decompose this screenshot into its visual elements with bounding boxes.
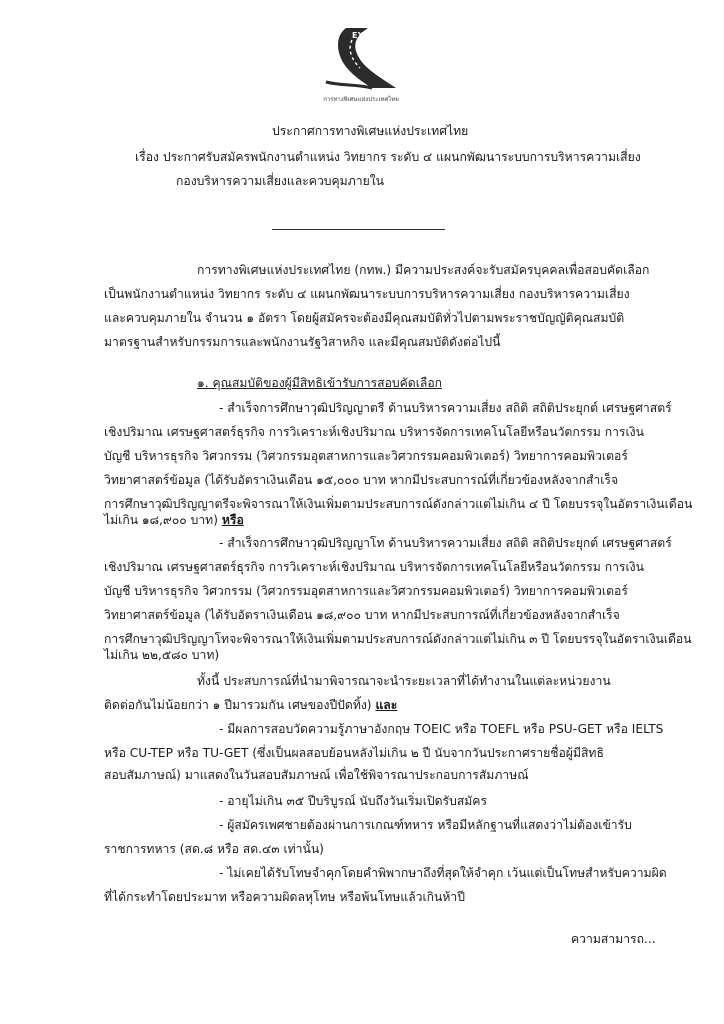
criminal-record-line: - ไม่เคยได้รับโทษจำคุกโดยคำพิพากษาถึงที่สุดให้จำคุก เว้นแต่เป็นโทษสำหรับความผิด bbox=[219, 866, 667, 880]
bachelor-line: - สำเร็จการศึกษาวุฒิปริญญาตรี ด้านบริหารความเสี่ยง สถิติ สถิติประยุกต์ เศรษฐศาสตร์ bbox=[219, 401, 672, 415]
english-line: - มีผลการสอบวัดความรู้ภาษาอังกฤษ TOEIC หรือ TOEFL หรือ PSU-GET หรือ IELTS bbox=[219, 722, 664, 736]
intro-line: มาตรฐานสำหรับกรรมการและพนักงานรัฐวิสาหกิจ และมีคุณสมบัติดังต่อไปนี้ bbox=[104, 335, 501, 349]
bachelor-salary-cap-line bbox=[104, 512, 244, 529]
master-line: การศึกษาวุฒิปริญญาโทจะพิจารณาให้เงินเพิ่มตามประสบการณ์ดังกล่าวแต่ไม่เกิน ๓ ปี โดยบรรจุในอัตราเงินเดือน bbox=[104, 632, 692, 646]
bachelor-line: เชิงปริมาณ เศรษฐศาสตร์ธุรกิจ การวิเคราะห์เชิงปริมาณ บริหารจัดการเทคโนโลยีหรือนวัตกรรม การเงิน bbox=[104, 425, 644, 439]
criminal-record-line: ที่ได้กระทำโดยประมาท หรือความผิดลหุโทษ หรือพ้นโทษแล้วเกินห้าปี bbox=[104, 890, 465, 904]
continuation-text: ความสามารถ... bbox=[571, 932, 656, 946]
experience-line bbox=[104, 697, 397, 714]
bachelor-line: การศึกษาวุฒิปริญญาตรีจะพิจารณาให้เงินเพิ่มตามประสบการณ์ดังกล่าวแต่ไม่เกิน ๔ ปี โดยบรรจุในอัตราเงินเดือน bbox=[104, 497, 693, 511]
exat-road-icon bbox=[312, 22, 410, 94]
svg-text:EXAT: EXAT bbox=[352, 31, 375, 40]
military-line: - ผู้สมัครเพศชายต้องผ่านการเกณฑ์ทหาร หรือมีหลักฐานที่แสดงว่าไม่ต้องเข้ารับ bbox=[219, 818, 632, 832]
and-label: และ bbox=[375, 698, 398, 712]
bachelor-line: ไม่เกิน ๑๘,๙๐๐ บาท) bbox=[104, 513, 218, 527]
military-line: ราชการทหาร (สด.๘ หรือ สด.๔๓ เท่านั้น) bbox=[104, 842, 324, 856]
or-label: หรือ bbox=[221, 513, 244, 527]
experience-text: ติดต่อกันไม่น้อยกว่า ๑ ปีมารวมกัน เศษของปีปัดทิ้ง) bbox=[104, 698, 376, 712]
announcement-title: ประกาศการทางพิเศษแห่งประเทศไทย bbox=[272, 124, 469, 138]
master-line: ไม่เกิน ๒๒,๕๘๐ บาท) bbox=[104, 648, 220, 662]
master-line: บัญชี บริหารธุรกิจ วิศวกรรม (วิศวกรรมอุตสาหการและวิศวกรรมคอมพิวเตอร์) วิทยาการคอมพิวเตอร์ bbox=[104, 584, 628, 598]
intro-line: และควบคุมภายใน จำนวน ๑ อัตรา โดยผู้สมัครจะต้องมีคุณสมบัติทั่วไปตามพระราชบัญญัติคุณสมบัติ bbox=[104, 311, 625, 325]
experience-line: ทั้งนี้ ประสบการณ์ที่นำมาพิจารณาจะนำระยะเวลาที่ได้ทำงานในแต่ละหน่วยงาน bbox=[197, 674, 611, 688]
master-line: วิทยาศาสตร์ข้อมูล (ได้รับอัตราเงินเดือน ๑๘,๙๐๐ บาท หากมีประสบการณ์ที่เกี่ยวข้องหลังจากสำเร็จ bbox=[104, 608, 620, 622]
age-requirement: - อายุไม่เกิน ๓๕ ปีบริบูรณ์ นับถึงวันเริ่มเปิดรับสมัคร bbox=[219, 794, 487, 808]
logo-caption: การทางพิเศษแห่งประเทศไทย bbox=[323, 96, 399, 103]
master-line: เชิงปริมาณ เศรษฐศาสตร์ธุรกิจ การวิเคราะห์เชิงปริมาณ บริหารจัดการเทคโนโลยีหรือนวัตกรรม การเงิน bbox=[104, 560, 644, 574]
intro-line: การทางพิเศษแห่งประเทศไทย (กทพ.) มีความประสงค์จะรับสมัครบุคคลเพื่อสอบคัดเลือก bbox=[197, 263, 650, 277]
english-line: หรือ CU-TEP หรือ TU-GET (ซึ่งเป็นผลสอบย้อนหลังไม่เกิน ๒ ปี นับจากวันประกาศรายชื่อผู้มีสิทธิ bbox=[104, 746, 604, 760]
section1-heading: ๑. คุณสมบัติของผู้มีสิทธิเข้ารับการสอบคัดเลือก bbox=[197, 376, 443, 390]
announcement-subject-line1: เรื่อง ประกาศรับสมัครพนักงานตำแหน่ง วิทยากร ระดับ ๔ แผนกพัฒนาระบบการบริหารความเสี่ยง bbox=[135, 150, 641, 164]
master-line: - สำเร็จการศึกษาวุฒิปริญญาโท ด้านบริหารความเสี่ยง สถิติ สถิติประยุกต์ เศรษฐศาสตร์ bbox=[219, 536, 672, 550]
announcement-subject-line2: กองบริหารความเสี่ยงและควบคุมภายใน bbox=[176, 174, 385, 188]
bachelor-line: บัญชี บริหารธุรกิจ วิศวกรรม (วิศวกรรมอุตสาหการและวิศวกรรมคอมพิวเตอร์) วิทยาการคอมพิวเตอร์ bbox=[104, 449, 628, 463]
exat-logo bbox=[312, 22, 410, 104]
title-divider bbox=[272, 229, 445, 230]
intro-line: เป็นพนักงานตำแหน่ง วิทยากร ระดับ ๔ แผนกพัฒนาระบบการบริหารความเสี่ยง กองบริหารความเสี่ยง bbox=[104, 287, 630, 301]
english-line: สอบสัมภาษณ์) มาแสดงในวันสอบสัมภาษณ์ เพื่อใช้พิจารณาประกอบการสัมภาษณ์ bbox=[104, 768, 529, 782]
bachelor-line: วิทยาศาสตร์ข้อมูล (ได้รับอัตราเงินเดือน ๑๕,๐๐๐ บาท หากมีประสบการณ์ที่เกี่ยวข้องหลังจากสำเร็จ bbox=[104, 473, 619, 487]
